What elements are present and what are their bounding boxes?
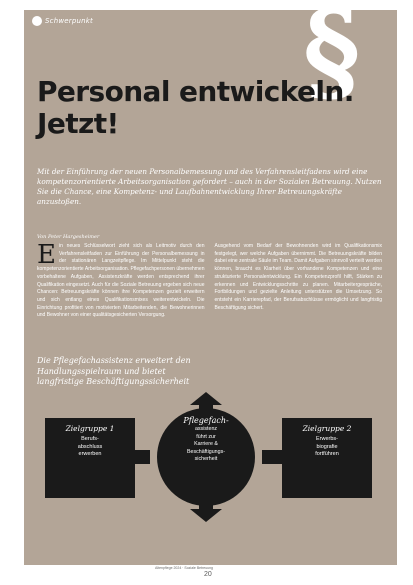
target-group-1-line: erwerben	[78, 451, 102, 457]
page-number: 20	[204, 571, 212, 578]
drop-cap: E	[37, 240, 56, 270]
body-column-1-text: in neues Schlüsselwort zieht sich als Leitmotiv durch den Verfahrensleitfaden zur Einführung der Personalbemessung in der stationären Langzeitpflege. Im Mittelpunkt steht die kompetenzorientierte Arbeitsorganisation. Pflegefachpersonen übernehmen vorbehaltene Aufgaben, Assistenzkräfte werden entsprechend ihrer Qualifikation eingesetzt. Auch für die Soziale Betreuung ergeben sich neue Chancen: Betreuungskräfte können ihre Kompetenzen gezielt erweitern und sich entlang eines Qualifikationsmixes weiterentwickeln. Die Einrichtung profitiert von motivierten Mitarbeitenden, die Bewohnerinnen und Bewohner von einer qualitätsgesicherten Versorgung.	[37, 243, 205, 319]
center-line: Karriere &	[194, 441, 218, 447]
target-group-2-line: biografie	[316, 443, 338, 450]
center-circle	[160, 416, 252, 464]
target-group-1-title: Zielgruppe 1	[65, 424, 115, 433]
center-line: Beschäftigungs-	[187, 448, 225, 455]
article-author: Von Peter Hargesheimer	[37, 234, 100, 240]
section-label-text: Schwerpunkt	[45, 17, 93, 25]
target-group-2-line: Erwerbs-	[315, 436, 338, 442]
target-group-2-line: fortführen	[315, 451, 339, 457]
pull-quote: Die Pflegefachassistenz erweitert den Handlungsspielraum und bietet langfristige Beschäftigungssicherheit	[37, 356, 191, 386]
paragraph-sign-icon: §	[303, 0, 361, 115]
target-group-1-line: Berufs-	[81, 436, 99, 442]
center-line: führt zur	[196, 433, 216, 440]
center-subtitle: assistenz	[194, 426, 218, 432]
article-lead: Mit der Einführung der neuen Personalbemessung und des Verfahrensleitfadens wird eine kompetenzorientierte Arbeitsorganisation gefordert – auch in der Sozialen Betreuung. Nutzen Sie die Chance, eine Kompetenz- und Laufbahnentwicklung Ihrer Betreuungskräfte anzustoßen.	[37, 167, 382, 206]
target-group-2	[282, 424, 372, 459]
center-title-line: Pflegefach-	[183, 416, 229, 425]
footer-line: Altenpflege 2024 · Soziale Betreuung	[155, 566, 213, 570]
article-title: Personal entwickeln. Jetzt!	[37, 75, 354, 140]
center-line: sicherheit	[194, 456, 218, 462]
target-group-1-line: abschluss	[77, 443, 103, 450]
body-column-2-text: Ausgehend vom Bedarf der Bewohnenden wird im Qualifikationsmix festgelegt, wer welche Aufgaben übernimmt. Die Betreuungskräfte bilden dabei eine zentrale Säule im Team. Damit Aufgaben sinnvoll verteilt werden können, braucht es Klarheit über vorhandene Kompetenzen und eine strukturierte Personalentwicklung. Ein Kompetenzprofil hilft, Stärken zu erkennen und Entwicklungsschritte zu planen. Mitarbeitergespräche, Fortbildungen und gezielte Anleitung unterstützen die Umsetzung. So entsteht ein Karrierepfad, der Berufsabschlüsse ermöglicht und langfristig Beschäftigung sichert.	[214, 243, 382, 311]
target-group-2-title: Zielgruppe 2	[302, 424, 352, 433]
target-group-1	[45, 424, 135, 459]
